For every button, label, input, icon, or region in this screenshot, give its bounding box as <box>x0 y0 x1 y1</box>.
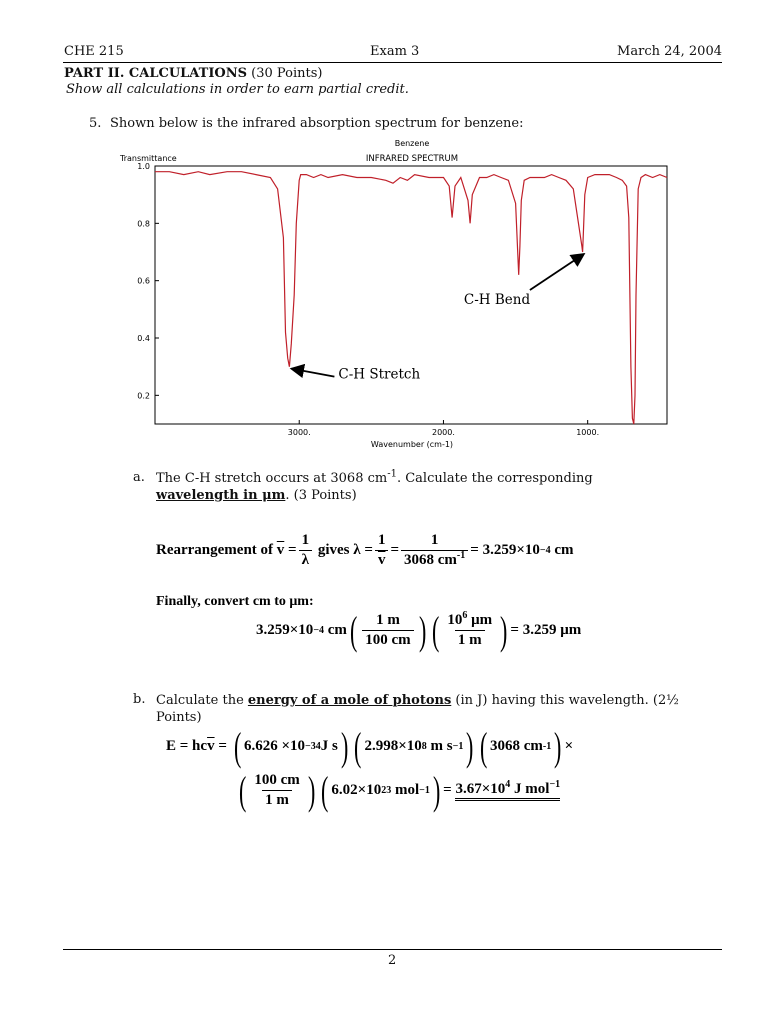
part-b-line2: Points) <box>156 710 202 725</box>
footer-rule <box>63 949 722 950</box>
eq1-frac2 <box>375 532 389 569</box>
eq1-frac3 <box>401 532 468 569</box>
e-eq: = <box>218 738 227 754</box>
y-ticks <box>137 162 159 400</box>
eq2-f2-num-sup: 6 <box>462 610 468 621</box>
eq1-prefix: Rearrangement of <box>156 542 274 558</box>
annotation-label: C-H Bend <box>463 292 531 308</box>
convert-label: Finally, convert cm to μm: <box>156 594 314 609</box>
eq2-frac2 <box>444 612 495 649</box>
part-heading <box>64 66 322 81</box>
page-number: 2 <box>388 953 397 968</box>
eq2-f1-num: 1 m <box>376 612 400 628</box>
t2-b: m s <box>430 738 453 754</box>
eq1-frac1 <box>299 532 313 569</box>
eq1-result: = 3.259×10 <box>470 542 540 558</box>
eq2-f1-den: 100 cm <box>362 630 413 649</box>
final-a: 3.67×10 <box>455 780 506 797</box>
annotation-arrow <box>291 369 334 377</box>
t1-a: 6.626 ×10 <box>243 738 306 754</box>
part-instruction: Show all calculations in order to earn partial credit. <box>66 82 409 97</box>
final-answer <box>455 778 561 801</box>
eq2-f2-num-b: μm <box>471 612 493 628</box>
eq1-frac3-num: 1 <box>430 532 439 548</box>
e-frac-num: 100 cm <box>254 772 300 788</box>
equation-convert: 3.259×10 −4 cm ( $\frac{1 m}{100 cm}$ ) ( $\frac{10^6 \mu m}{1 m}$ ) = 3.259 μm <box>256 607 582 653</box>
y-tick-label: 0.6 <box>137 276 150 286</box>
eq2-f2-num <box>444 612 495 630</box>
final-eq-sign: = <box>443 782 452 798</box>
eq1-eq: = <box>288 542 297 558</box>
spectrum-line <box>155 172 667 424</box>
t1-b: J s <box>320 738 338 754</box>
part-a-line1-after: . Calculate the corresponding <box>396 471 593 486</box>
plot-frame <box>155 166 667 424</box>
y-tick-label: 0.4 <box>137 334 150 343</box>
part-a-line1-before: The C-H stretch occurs at 3068 cm <box>156 471 388 486</box>
t4-a: 6.02×10 <box>331 782 382 798</box>
eq2-frac1 <box>362 612 413 649</box>
y-axis-label: Transmittance <box>120 154 177 163</box>
times-sign: × <box>564 738 574 754</box>
e-vbar: $\overline{v}$ <box>207 738 215 754</box>
eq1-result-unit: cm <box>554 542 574 558</box>
e-lead: E = hc <box>166 738 208 754</box>
equation-energy-line2: ( $\frac{100 cm}{1 m}$ ) ( 6.02×10 23 mol −1 ) = $3.67\times 10^4$ J mol$^{-1}$ <box>238 767 561 813</box>
x-tick-label: 1000. <box>576 428 600 437</box>
header-date: March 24, 2004 <box>617 44 722 59</box>
eq1-frac2-num: 1 <box>377 532 386 548</box>
eq1-eq2: = <box>390 542 400 558</box>
annotations <box>291 254 583 383</box>
annotation-arrow <box>530 254 584 290</box>
x-tick-label: 2000. <box>431 428 455 437</box>
equation-rearrangement: Rearrangement of $\overline{v}$ = $\frac{1}{\lambda}$ gives λ = $\frac{1}{v}$ = $\frac{1}{3068 cm^{-1}}$ = 3.259×10 −4 cm <box>156 532 574 568</box>
x-tick-label: 3000. <box>287 428 311 437</box>
final-b: J mol <box>514 780 550 797</box>
part-b-letter: b. <box>133 692 146 707</box>
part-b-text <box>156 692 686 726</box>
header-exam: Exam 3 <box>370 44 420 59</box>
part-b-line1-before: Calculate the <box>156 693 244 708</box>
t3-a: 3068 cm <box>489 738 543 754</box>
eq1-frac3-den-sup: -1 <box>456 550 466 561</box>
eq2-cm: cm <box>327 622 347 638</box>
eq1-gives: gives <box>317 542 350 558</box>
final-sup: 4 <box>505 778 511 790</box>
eq1-frac1-num: 1 <box>301 532 310 548</box>
e-frac <box>251 772 302 809</box>
chart-subtitle: INFRARED SPECTRUM <box>365 154 459 164</box>
part-title: PART II. CALCULATIONS <box>64 66 248 81</box>
equation-energy-line1: E = hc $\overline{v}$ = ( 6.626 ×10 −34 J s ) ( 2.998×10 8 m s −1 ) ( 3068 cm -1 ) × <box>166 723 574 769</box>
e-frac-den: 1 m <box>262 790 292 809</box>
eq1-frac3-den <box>401 550 468 569</box>
part-points: (30 Points) <box>251 66 323 81</box>
eq2-f2-num-a: 10 <box>447 612 463 628</box>
eq1-frac3-den-text: 3068 cm <box>404 552 457 568</box>
eq1-vbar: $\overline{v}$ <box>276 542 285 558</box>
part-a-letter: a. <box>133 470 145 485</box>
chart-title: Benzene <box>394 139 430 148</box>
part-b-line1-after: (in J) having this wavelength. (2½ <box>455 693 679 708</box>
part-a-points: . (3 Points) <box>285 488 357 503</box>
eq2-result: = 3.259 μm <box>510 622 582 638</box>
part-b-underlined: energy of a mole of photons <box>247 693 452 708</box>
annotation-label: C-H Stretch <box>338 366 421 383</box>
x-axis-label: Wavenumber (cm-1) <box>370 440 454 449</box>
t4-b: mol <box>394 782 420 798</box>
header-course: CHE 215 <box>64 44 124 59</box>
question-text: Shown below is the infrared absorption spectrum for benzene: <box>110 116 524 131</box>
x-ticks <box>288 420 599 437</box>
ir-spectrum-chart <box>112 136 674 452</box>
question-number: 5. <box>89 116 102 131</box>
y-tick-label: 1.0 <box>137 162 150 171</box>
eq1-frac1-den: λ <box>299 550 312 569</box>
y-tick-label: 0.2 <box>137 391 150 401</box>
eq2-lead: 3.259×10 <box>256 622 314 638</box>
part-a-underlined: wavelength in μm <box>156 488 286 503</box>
eq1-frac2-den: v <box>375 550 389 569</box>
eq2-f2-den: 1 m <box>455 630 485 649</box>
part-a-text <box>156 470 676 504</box>
t2-a: 2.998×10 <box>364 738 422 754</box>
eq1-lambda: λ = <box>353 542 373 558</box>
final-sup2: −1 <box>549 778 561 790</box>
part-a-line1-sup: -1 <box>387 468 397 480</box>
y-tick-label: 0.8 <box>137 219 150 229</box>
header-rule <box>63 62 722 63</box>
